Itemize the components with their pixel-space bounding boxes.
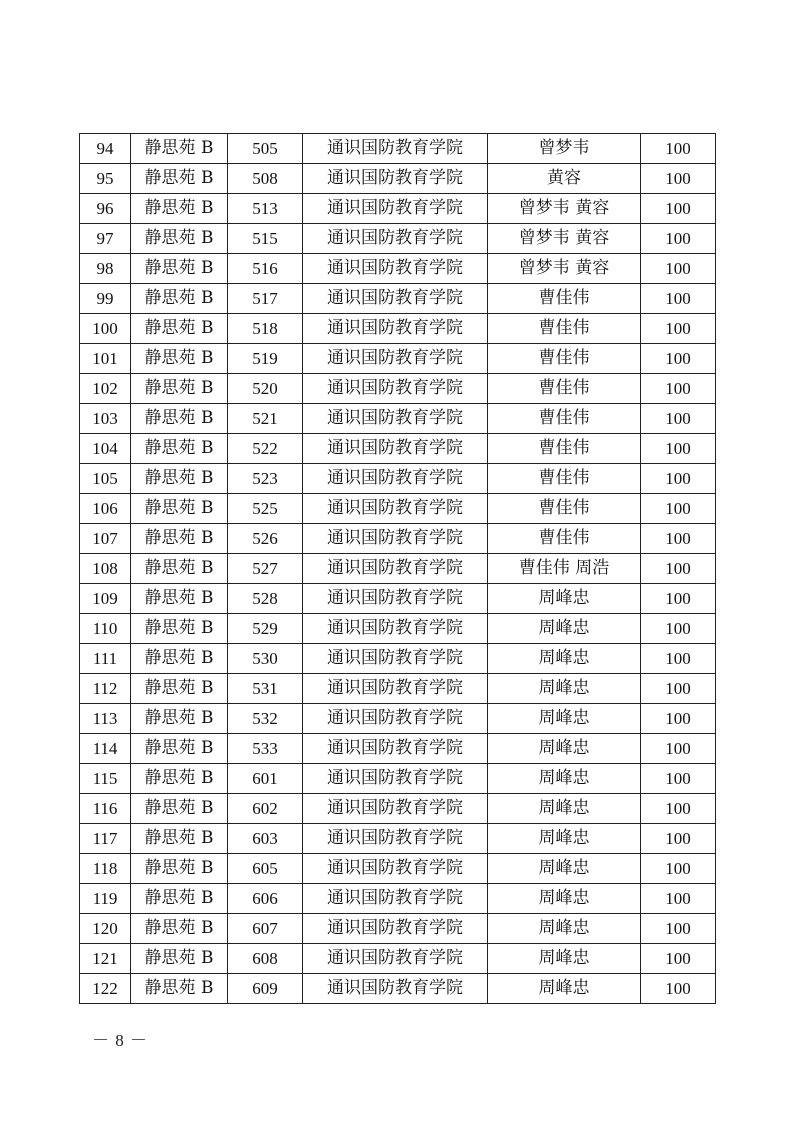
college-cell: 通识国防教育学院 <box>303 704 488 734</box>
building-cell: 静思苑 B <box>131 884 228 914</box>
room-number-cell: 527 <box>228 554 303 584</box>
person-cell: 周峰忠 <box>488 794 641 824</box>
score-cell: 100 <box>641 314 716 344</box>
row-number-cell: 112 <box>80 674 131 704</box>
room-number-cell: 606 <box>228 884 303 914</box>
room-number-cell: 516 <box>228 254 303 284</box>
person-cell: 曹佳伟 <box>488 374 641 404</box>
building-cell: 静思苑 B <box>131 584 228 614</box>
room-number-cell: 521 <box>228 404 303 434</box>
score-cell: 100 <box>641 224 716 254</box>
score-cell: 100 <box>641 434 716 464</box>
score-cell: 100 <box>641 194 716 224</box>
person-cell: 周峰忠 <box>488 584 641 614</box>
room-number-cell: 530 <box>228 644 303 674</box>
table-row <box>80 854 716 884</box>
college-cell: 通识国防教育学院 <box>303 614 488 644</box>
row-number-cell: 119 <box>80 884 131 914</box>
building-cell: 静思苑 B <box>131 614 228 644</box>
college-cell: 通识国防教育学院 <box>303 554 488 584</box>
score-cell: 100 <box>641 524 716 554</box>
table-body <box>80 134 716 1004</box>
person-cell: 周峰忠 <box>488 614 641 644</box>
score-cell: 100 <box>641 344 716 374</box>
table-row <box>80 164 716 194</box>
score-cell: 100 <box>641 734 716 764</box>
table-row <box>80 284 716 314</box>
person-cell: 曹佳伟 <box>488 524 641 554</box>
college-cell: 通识国防教育学院 <box>303 764 488 794</box>
room-number-cell: 531 <box>228 674 303 704</box>
building-cell: 静思苑 B <box>131 164 228 194</box>
building-cell: 静思苑 B <box>131 734 228 764</box>
score-cell: 100 <box>641 944 716 974</box>
building-cell: 静思苑 B <box>131 254 228 284</box>
room-number-cell: 609 <box>228 974 303 1004</box>
row-number-cell: 106 <box>80 494 131 524</box>
college-cell: 通识国防教育学院 <box>303 284 488 314</box>
table-row <box>80 464 716 494</box>
building-cell: 静思苑 B <box>131 434 228 464</box>
building-cell: 静思苑 B <box>131 344 228 374</box>
row-number-cell: 110 <box>80 614 131 644</box>
college-cell: 通识国防教育学院 <box>303 584 488 614</box>
person-cell: 周峰忠 <box>488 644 641 674</box>
table-row <box>80 704 716 734</box>
room-number-cell: 532 <box>228 704 303 734</box>
room-number-cell: 523 <box>228 464 303 494</box>
building-cell: 静思苑 B <box>131 284 228 314</box>
row-number-cell: 117 <box>80 824 131 854</box>
row-number-cell: 122 <box>80 974 131 1004</box>
room-number-cell: 608 <box>228 944 303 974</box>
person-cell: 周峰忠 <box>488 914 641 944</box>
room-number-cell: 529 <box>228 614 303 644</box>
college-cell: 通识国防教育学院 <box>303 644 488 674</box>
college-cell: 通识国防教育学院 <box>303 524 488 554</box>
row-number-cell: 105 <box>80 464 131 494</box>
score-cell: 100 <box>641 914 716 944</box>
person-cell: 曹佳伟 <box>488 314 641 344</box>
dormitory-score-table <box>79 133 716 1004</box>
building-cell: 静思苑 B <box>131 464 228 494</box>
table-row <box>80 974 716 1004</box>
table-row <box>80 584 716 614</box>
college-cell: 通识国防教育学院 <box>303 464 488 494</box>
table-row <box>80 254 716 284</box>
score-cell: 100 <box>641 494 716 524</box>
building-cell: 静思苑 B <box>131 374 228 404</box>
score-cell: 100 <box>641 584 716 614</box>
score-cell: 100 <box>641 794 716 824</box>
room-number-cell: 518 <box>228 314 303 344</box>
person-cell: 周峰忠 <box>488 764 641 794</box>
score-cell: 100 <box>641 884 716 914</box>
row-number-cell: 116 <box>80 794 131 824</box>
college-cell: 通识国防教育学院 <box>303 674 488 704</box>
building-cell: 静思苑 B <box>131 824 228 854</box>
college-cell: 通识国防教育学院 <box>303 344 488 374</box>
score-cell: 100 <box>641 824 716 854</box>
room-number-cell: 505 <box>228 134 303 164</box>
building-cell: 静思苑 B <box>131 134 228 164</box>
row-number-cell: 101 <box>80 344 131 374</box>
college-cell: 通识国防教育学院 <box>303 194 488 224</box>
table-row <box>80 134 716 164</box>
person-cell: 周峰忠 <box>488 734 641 764</box>
score-cell: 100 <box>641 554 716 584</box>
college-cell: 通识国防教育学院 <box>303 914 488 944</box>
row-number-cell: 113 <box>80 704 131 734</box>
room-number-cell: 513 <box>228 194 303 224</box>
building-cell: 静思苑 B <box>131 554 228 584</box>
table-row <box>80 314 716 344</box>
table-row <box>80 494 716 524</box>
row-number-cell: 102 <box>80 374 131 404</box>
building-cell: 静思苑 B <box>131 704 228 734</box>
score-cell: 100 <box>641 974 716 1004</box>
table-row <box>80 824 716 854</box>
person-cell: 周峰忠 <box>488 884 641 914</box>
building-cell: 静思苑 B <box>131 794 228 824</box>
row-number-cell: 97 <box>80 224 131 254</box>
row-number-cell: 107 <box>80 524 131 554</box>
score-cell: 100 <box>641 404 716 434</box>
score-cell: 100 <box>641 854 716 884</box>
building-cell: 静思苑 B <box>131 194 228 224</box>
score-cell: 100 <box>641 464 716 494</box>
row-number-cell: 114 <box>80 734 131 764</box>
room-number-cell: 607 <box>228 914 303 944</box>
score-cell: 100 <box>641 134 716 164</box>
table-row <box>80 734 716 764</box>
building-cell: 静思苑 B <box>131 674 228 704</box>
person-cell: 曾梦韦 <box>488 134 641 164</box>
room-number-cell: 519 <box>228 344 303 374</box>
college-cell: 通识国防教育学院 <box>303 824 488 854</box>
building-cell: 静思苑 B <box>131 224 228 254</box>
college-cell: 通识国防教育学院 <box>303 134 488 164</box>
college-cell: 通识国防教育学院 <box>303 884 488 914</box>
row-number-cell: 94 <box>80 134 131 164</box>
college-cell: 通识国防教育学院 <box>303 794 488 824</box>
building-cell: 静思苑 B <box>131 764 228 794</box>
room-number-cell: 515 <box>228 224 303 254</box>
row-number-cell: 111 <box>80 644 131 674</box>
row-number-cell: 118 <box>80 854 131 884</box>
score-cell: 100 <box>641 644 716 674</box>
college-cell: 通识国防教育学院 <box>303 494 488 524</box>
row-number-cell: 120 <box>80 914 131 944</box>
person-cell: 周峰忠 <box>488 974 641 1004</box>
room-number-cell: 522 <box>228 434 303 464</box>
page-number: － 8 － <box>92 1031 148 1050</box>
score-cell: 100 <box>641 764 716 794</box>
table-row <box>80 554 716 584</box>
person-cell: 黄容 <box>488 164 641 194</box>
table-row <box>80 224 716 254</box>
college-cell: 通识国防教育学院 <box>303 974 488 1004</box>
row-number-cell: 108 <box>80 554 131 584</box>
person-cell: 周峰忠 <box>488 824 641 854</box>
building-cell: 静思苑 B <box>131 314 228 344</box>
building-cell: 静思苑 B <box>131 914 228 944</box>
room-number-cell: 517 <box>228 284 303 314</box>
row-number-cell: 104 <box>80 434 131 464</box>
person-cell: 曹佳伟 <box>488 344 641 374</box>
row-number-cell: 96 <box>80 194 131 224</box>
table-row <box>80 524 716 554</box>
table-row <box>80 644 716 674</box>
table-row <box>80 914 716 944</box>
table-row <box>80 764 716 794</box>
person-cell: 周峰忠 <box>488 674 641 704</box>
table-row <box>80 674 716 704</box>
score-cell: 100 <box>641 674 716 704</box>
row-number-cell: 95 <box>80 164 131 194</box>
college-cell: 通识国防教育学院 <box>303 404 488 434</box>
row-number-cell: 115 <box>80 764 131 794</box>
college-cell: 通识国防教育学院 <box>303 854 488 884</box>
building-cell: 静思苑 B <box>131 944 228 974</box>
table-row <box>80 434 716 464</box>
room-number-cell: 508 <box>228 164 303 194</box>
person-cell: 曹佳伟 周浩 <box>488 554 641 584</box>
table-row <box>80 194 716 224</box>
row-number-cell: 103 <box>80 404 131 434</box>
score-cell: 100 <box>641 704 716 734</box>
person-cell: 周峰忠 <box>488 944 641 974</box>
building-cell: 静思苑 B <box>131 404 228 434</box>
row-number-cell: 100 <box>80 314 131 344</box>
college-cell: 通识国防教育学院 <box>303 164 488 194</box>
person-cell: 曾梦韦 黄容 <box>488 194 641 224</box>
person-cell: 曹佳伟 <box>488 434 641 464</box>
row-number-cell: 99 <box>80 284 131 314</box>
college-cell: 通识国防教育学院 <box>303 374 488 404</box>
person-cell: 曾梦韦 黄容 <box>488 254 641 284</box>
college-cell: 通识国防教育学院 <box>303 254 488 284</box>
person-cell: 曹佳伟 <box>488 404 641 434</box>
building-cell: 静思苑 B <box>131 974 228 1004</box>
table-row <box>80 614 716 644</box>
table-row <box>80 404 716 434</box>
room-number-cell: 533 <box>228 734 303 764</box>
college-cell: 通识国防教育学院 <box>303 224 488 254</box>
room-number-cell: 526 <box>228 524 303 554</box>
room-number-cell: 528 <box>228 584 303 614</box>
table-row <box>80 374 716 404</box>
score-cell: 100 <box>641 374 716 404</box>
score-cell: 100 <box>641 254 716 284</box>
score-cell: 100 <box>641 164 716 194</box>
row-number-cell: 121 <box>80 944 131 974</box>
college-cell: 通识国防教育学院 <box>303 944 488 974</box>
table-row <box>80 794 716 824</box>
college-cell: 通识国防教育学院 <box>303 734 488 764</box>
building-cell: 静思苑 B <box>131 644 228 674</box>
person-cell: 周峰忠 <box>488 854 641 884</box>
score-cell: 100 <box>641 614 716 644</box>
room-number-cell: 603 <box>228 824 303 854</box>
room-number-cell: 601 <box>228 764 303 794</box>
building-cell: 静思苑 B <box>131 854 228 884</box>
table-row <box>80 944 716 974</box>
person-cell: 曹佳伟 <box>488 494 641 524</box>
table-row <box>80 884 716 914</box>
row-number-cell: 109 <box>80 584 131 614</box>
building-cell: 静思苑 B <box>131 524 228 554</box>
person-cell: 曹佳伟 <box>488 284 641 314</box>
room-number-cell: 520 <box>228 374 303 404</box>
row-number-cell: 98 <box>80 254 131 284</box>
college-cell: 通识国防教育学院 <box>303 434 488 464</box>
person-cell: 曾梦韦 黄容 <box>488 224 641 254</box>
score-cell: 100 <box>641 284 716 314</box>
person-cell: 曹佳伟 <box>488 464 641 494</box>
room-number-cell: 602 <box>228 794 303 824</box>
table-row <box>80 344 716 374</box>
person-cell: 周峰忠 <box>488 704 641 734</box>
college-cell: 通识国防教育学院 <box>303 314 488 344</box>
room-number-cell: 525 <box>228 494 303 524</box>
building-cell: 静思苑 B <box>131 494 228 524</box>
room-number-cell: 605 <box>228 854 303 884</box>
